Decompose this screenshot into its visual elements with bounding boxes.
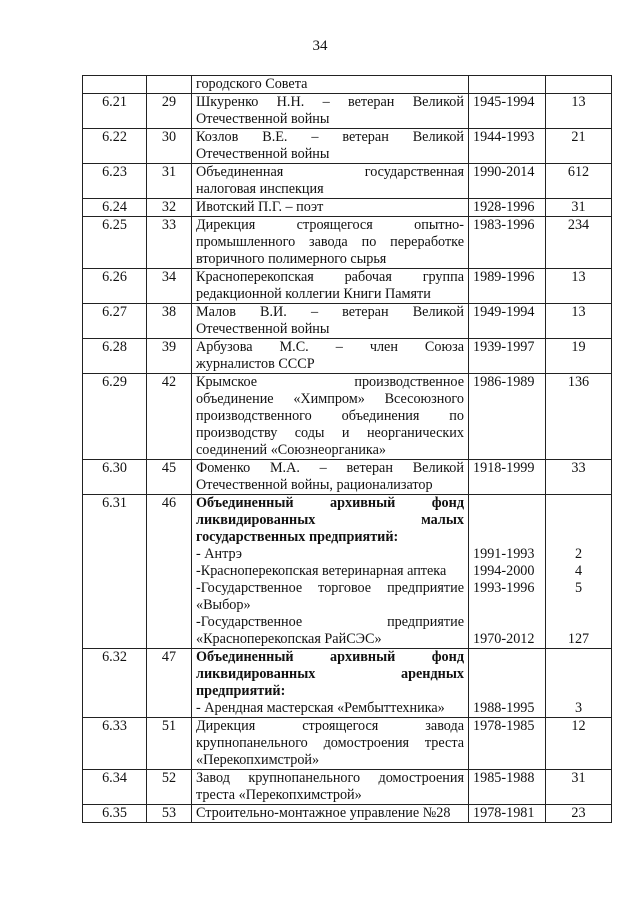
fund-name-line: Объединенная государственная <box>196 164 464 180</box>
section-number-cell: 6.34 <box>83 770 147 805</box>
fund-name-cell <box>192 217 469 269</box>
storage-units <box>550 614 607 631</box>
date-range-cell <box>469 805 546 823</box>
date-range-cell <box>469 495 546 649</box>
fund-number-cell: 46 <box>147 495 192 649</box>
section-number-cell: 6.33 <box>83 718 147 770</box>
storage-units: 13 <box>571 304 586 320</box>
table-row <box>83 269 612 304</box>
storage-units-cell <box>546 269 612 304</box>
fund-name-line: производству соды и неорганических <box>196 425 464 441</box>
date-range-cell <box>469 94 546 129</box>
fund-name-line: Отечественной войны, рационализатор <box>196 477 433 493</box>
fund-name-line: соединений «Союзнеорганика» <box>196 442 387 458</box>
fund-group-item: -Красноперекопская ветеринарная аптека <box>196 563 447 579</box>
storage-units <box>550 512 607 529</box>
storage-units-cell <box>546 94 612 129</box>
date-range <box>473 529 541 546</box>
fund-name-cell <box>192 495 469 649</box>
storage-units: 136 <box>567 374 590 390</box>
storage-units: 612 <box>567 164 590 180</box>
section-number-cell: 6.26 <box>83 269 147 304</box>
storage-units: 31 <box>571 199 586 215</box>
table-row <box>83 718 612 770</box>
table-row <box>83 649 612 718</box>
fund-name-line: крупнопанельного домостроения треста <box>196 735 464 751</box>
table-row <box>83 129 612 164</box>
page-number: 34 <box>312 38 328 54</box>
fund-number-cell: 39 <box>147 339 192 374</box>
date-range: 1989-1996 <box>473 269 535 285</box>
fund-name-line: журналистов СССР <box>196 356 315 372</box>
date-range: 1949-1994 <box>473 304 535 320</box>
storage-units-cell <box>546 460 612 495</box>
storage-units <box>550 649 607 666</box>
fund-group-heading: государственных предприятий: <box>196 529 399 545</box>
table-row <box>83 339 612 374</box>
fund-number-cell: 51 <box>147 718 192 770</box>
table-row <box>83 460 612 495</box>
date-range: 1991-1993 <box>473 546 535 562</box>
section-number-cell: 6.23 <box>83 164 147 199</box>
storage-units: 13 <box>571 269 586 285</box>
fund-name-line: Шкуренко Н.Н. – ветеран Великой <box>196 94 464 110</box>
storage-units-cell <box>546 649 612 718</box>
storage-units-cell <box>546 76 612 94</box>
fund-registry-body <box>83 76 612 823</box>
fund-group-heading: Объединенный архивный фонд <box>196 495 464 511</box>
date-range-cell <box>469 164 546 199</box>
date-range-cell <box>469 770 546 805</box>
fund-number-cell: 53 <box>147 805 192 823</box>
fund-group-item: -Государственное торговое предприятие <box>196 580 464 596</box>
date-range-cell <box>469 649 546 718</box>
table-row <box>83 770 612 805</box>
fund-name-line: редакционной коллегии Книги Памяти <box>196 286 431 302</box>
storage-units <box>550 529 607 546</box>
fund-name-cell <box>192 304 469 339</box>
fund-name-cell <box>192 770 469 805</box>
fund-number-cell: 38 <box>147 304 192 339</box>
table-row <box>83 94 612 129</box>
table-row <box>83 805 612 823</box>
fund-name-line: Строительно-монтажное управление №28 <box>196 805 451 821</box>
date-range-cell <box>469 76 546 94</box>
fund-group-item: -Государственное предприятие <box>196 614 464 630</box>
fund-name-cell <box>192 374 469 460</box>
storage-units: 31 <box>571 770 586 786</box>
fund-number-cell: 29 <box>147 94 192 129</box>
storage-units: 12 <box>571 718 586 734</box>
storage-units: 3 <box>574 700 583 716</box>
fund-name-line: Отечественной войны <box>196 111 330 127</box>
storage-units: 4 <box>574 563 583 579</box>
fund-name-line: Завод крупнопанельного домостроения <box>196 770 464 786</box>
fund-name-line: Ивотский П.Г. – поэт <box>196 199 324 215</box>
storage-units: 5 <box>574 580 583 596</box>
fund-name-line: объединение «Химпром» Всесоюзного <box>196 391 464 407</box>
date-range-cell <box>469 304 546 339</box>
storage-units <box>550 597 607 614</box>
date-range: 1983-1996 <box>473 217 535 233</box>
table-row <box>83 304 612 339</box>
fund-number-cell: 31 <box>147 164 192 199</box>
fund-name-cell <box>192 94 469 129</box>
table-row <box>83 495 612 649</box>
date-range <box>473 683 541 700</box>
storage-units: 21 <box>571 129 586 145</box>
fund-group-item: - Арендная мастерская «Рембыттехника» <box>196 700 445 716</box>
storage-units: 2 <box>574 546 583 562</box>
fund-name-line: Дирекция строящегося завода <box>196 718 464 734</box>
date-range: 1978-1985 <box>473 718 535 734</box>
section-number-cell: 6.29 <box>83 374 147 460</box>
fund-name-line: Красноперекопская рабочая группа <box>196 269 464 285</box>
date-range <box>473 666 541 683</box>
fund-group-item: «Красноперекопская РайСЭС» <box>196 631 382 647</box>
section-number-cell: 6.21 <box>83 94 147 129</box>
storage-units <box>550 76 607 93</box>
date-range: 1918-1999 <box>473 460 535 476</box>
section-number-cell: 6.31 <box>83 495 147 649</box>
fund-name-line: «Перекопхимстрой» <box>196 752 320 768</box>
fund-group-heading: ликвидированных малых <box>196 512 464 528</box>
fund-name-cell <box>192 269 469 304</box>
date-range: 1978-1981 <box>473 805 535 821</box>
fund-name-line: промышленного завода по переработке <box>196 234 464 250</box>
storage-units-cell <box>546 164 612 199</box>
fund-name-cell <box>192 129 469 164</box>
table-row <box>83 76 612 94</box>
fund-name-line: налоговая инспекция <box>196 181 324 197</box>
section-number-cell: 6.24 <box>83 199 147 217</box>
storage-units <box>550 683 607 700</box>
fund-group-item: - Антрэ <box>196 546 243 562</box>
storage-units: 23 <box>571 805 586 821</box>
date-range: 1928-1996 <box>473 199 535 215</box>
section-number-cell: 6.32 <box>83 649 147 718</box>
date-range: 1985-1988 <box>473 770 535 786</box>
fund-name-cell <box>192 718 469 770</box>
section-number-cell: 6.25 <box>83 217 147 269</box>
fund-name-line: Крымское производственное <box>196 374 464 390</box>
date-range: 1944-1993 <box>473 129 535 145</box>
fund-number-cell: 47 <box>147 649 192 718</box>
date-range-cell <box>469 374 546 460</box>
section-number-cell: 6.22 <box>83 129 147 164</box>
fund-name-line: Фоменко М.А. – ветеран Великой <box>196 460 464 476</box>
fund-name-line: Дирекция строящегося опытно- <box>196 217 464 233</box>
fund-number-cell: 42 <box>147 374 192 460</box>
date-range-cell <box>469 217 546 269</box>
table-row <box>83 374 612 460</box>
date-range-cell <box>469 339 546 374</box>
date-range <box>473 76 541 93</box>
fund-number-cell: 33 <box>147 217 192 269</box>
storage-units: 19 <box>571 339 586 355</box>
storage-units-cell <box>546 374 612 460</box>
storage-units-cell <box>546 770 612 805</box>
date-range: 1993-1996 <box>473 580 535 596</box>
storage-units-cell <box>546 129 612 164</box>
table-row <box>83 199 612 217</box>
storage-units: 234 <box>567 217 590 233</box>
date-range: 1990-2014 <box>473 164 535 180</box>
fund-group-heading: Объединенный архивный фонд <box>196 649 464 665</box>
storage-units-cell <box>546 199 612 217</box>
fund-name-line: Арбузова М.С. – член Союза <box>196 339 464 355</box>
fund-name-cell <box>192 649 469 718</box>
date-range <box>473 614 541 631</box>
section-number-cell <box>83 76 147 94</box>
date-range-cell <box>469 460 546 495</box>
date-range: 1988-1995 <box>473 700 535 716</box>
date-range-cell <box>469 718 546 770</box>
storage-units: 13 <box>571 94 586 110</box>
fund-number-cell: 45 <box>147 460 192 495</box>
date-range-cell <box>469 199 546 217</box>
fund-number-cell: 52 <box>147 770 192 805</box>
fund-number-cell: 34 <box>147 269 192 304</box>
section-number-cell: 6.28 <box>83 339 147 374</box>
fund-name-cell <box>192 339 469 374</box>
storage-units-cell <box>546 217 612 269</box>
storage-units <box>550 666 607 683</box>
date-range <box>473 512 541 529</box>
date-range: 1994-2000 <box>473 563 535 579</box>
fund-group-heading: предприятий: <box>196 683 286 699</box>
storage-units: 33 <box>571 460 586 476</box>
date-range-cell <box>469 129 546 164</box>
storage-units-cell <box>546 495 612 649</box>
section-number-cell: 6.27 <box>83 304 147 339</box>
fund-group-item: «Выбор» <box>196 597 251 613</box>
date-range <box>473 495 541 512</box>
storage-units-cell <box>546 805 612 823</box>
fund-name-line: Малов В.И. – ветеран Великой <box>196 304 464 320</box>
fund-name-line: Отечественной войны <box>196 146 330 162</box>
fund-name-line: вторичного полимерного сырья <box>196 251 387 267</box>
fund-name-line: городского Совета <box>196 76 308 92</box>
date-range <box>473 649 541 666</box>
storage-units-cell <box>546 339 612 374</box>
date-range-cell <box>469 269 546 304</box>
table-row <box>83 164 612 199</box>
storage-units-cell <box>546 304 612 339</box>
date-range: 1986-1989 <box>473 374 535 390</box>
fund-number-cell: 30 <box>147 129 192 164</box>
section-number-cell: 6.35 <box>83 805 147 823</box>
date-range: 1939-1997 <box>473 339 535 355</box>
fund-name-cell <box>192 460 469 495</box>
table-row <box>83 217 612 269</box>
fund-name-line: Козлов В.Е. – ветеран Великой <box>196 129 464 145</box>
storage-units <box>550 495 607 512</box>
fund-number-cell: 32 <box>147 199 192 217</box>
date-range: 1970-2012 <box>473 631 535 647</box>
storage-units: 127 <box>567 631 590 647</box>
storage-units-cell <box>546 718 612 770</box>
date-range <box>473 597 541 614</box>
fund-registry-table <box>82 75 612 823</box>
fund-number-cell <box>147 76 192 94</box>
fund-name-line: Отечественной войны <box>196 321 330 337</box>
fund-name-cell <box>192 805 469 823</box>
fund-name-cell <box>192 76 469 94</box>
section-number-cell: 6.30 <box>83 460 147 495</box>
date-range: 1945-1994 <box>473 94 535 110</box>
fund-name-line: треста «Перекопхимстрой» <box>196 787 362 803</box>
fund-name-line: производственного объединения по <box>196 408 464 424</box>
fund-group-heading: ликвидированных арендных <box>196 666 464 682</box>
fund-name-cell <box>192 164 469 199</box>
fund-name-cell <box>192 199 469 217</box>
